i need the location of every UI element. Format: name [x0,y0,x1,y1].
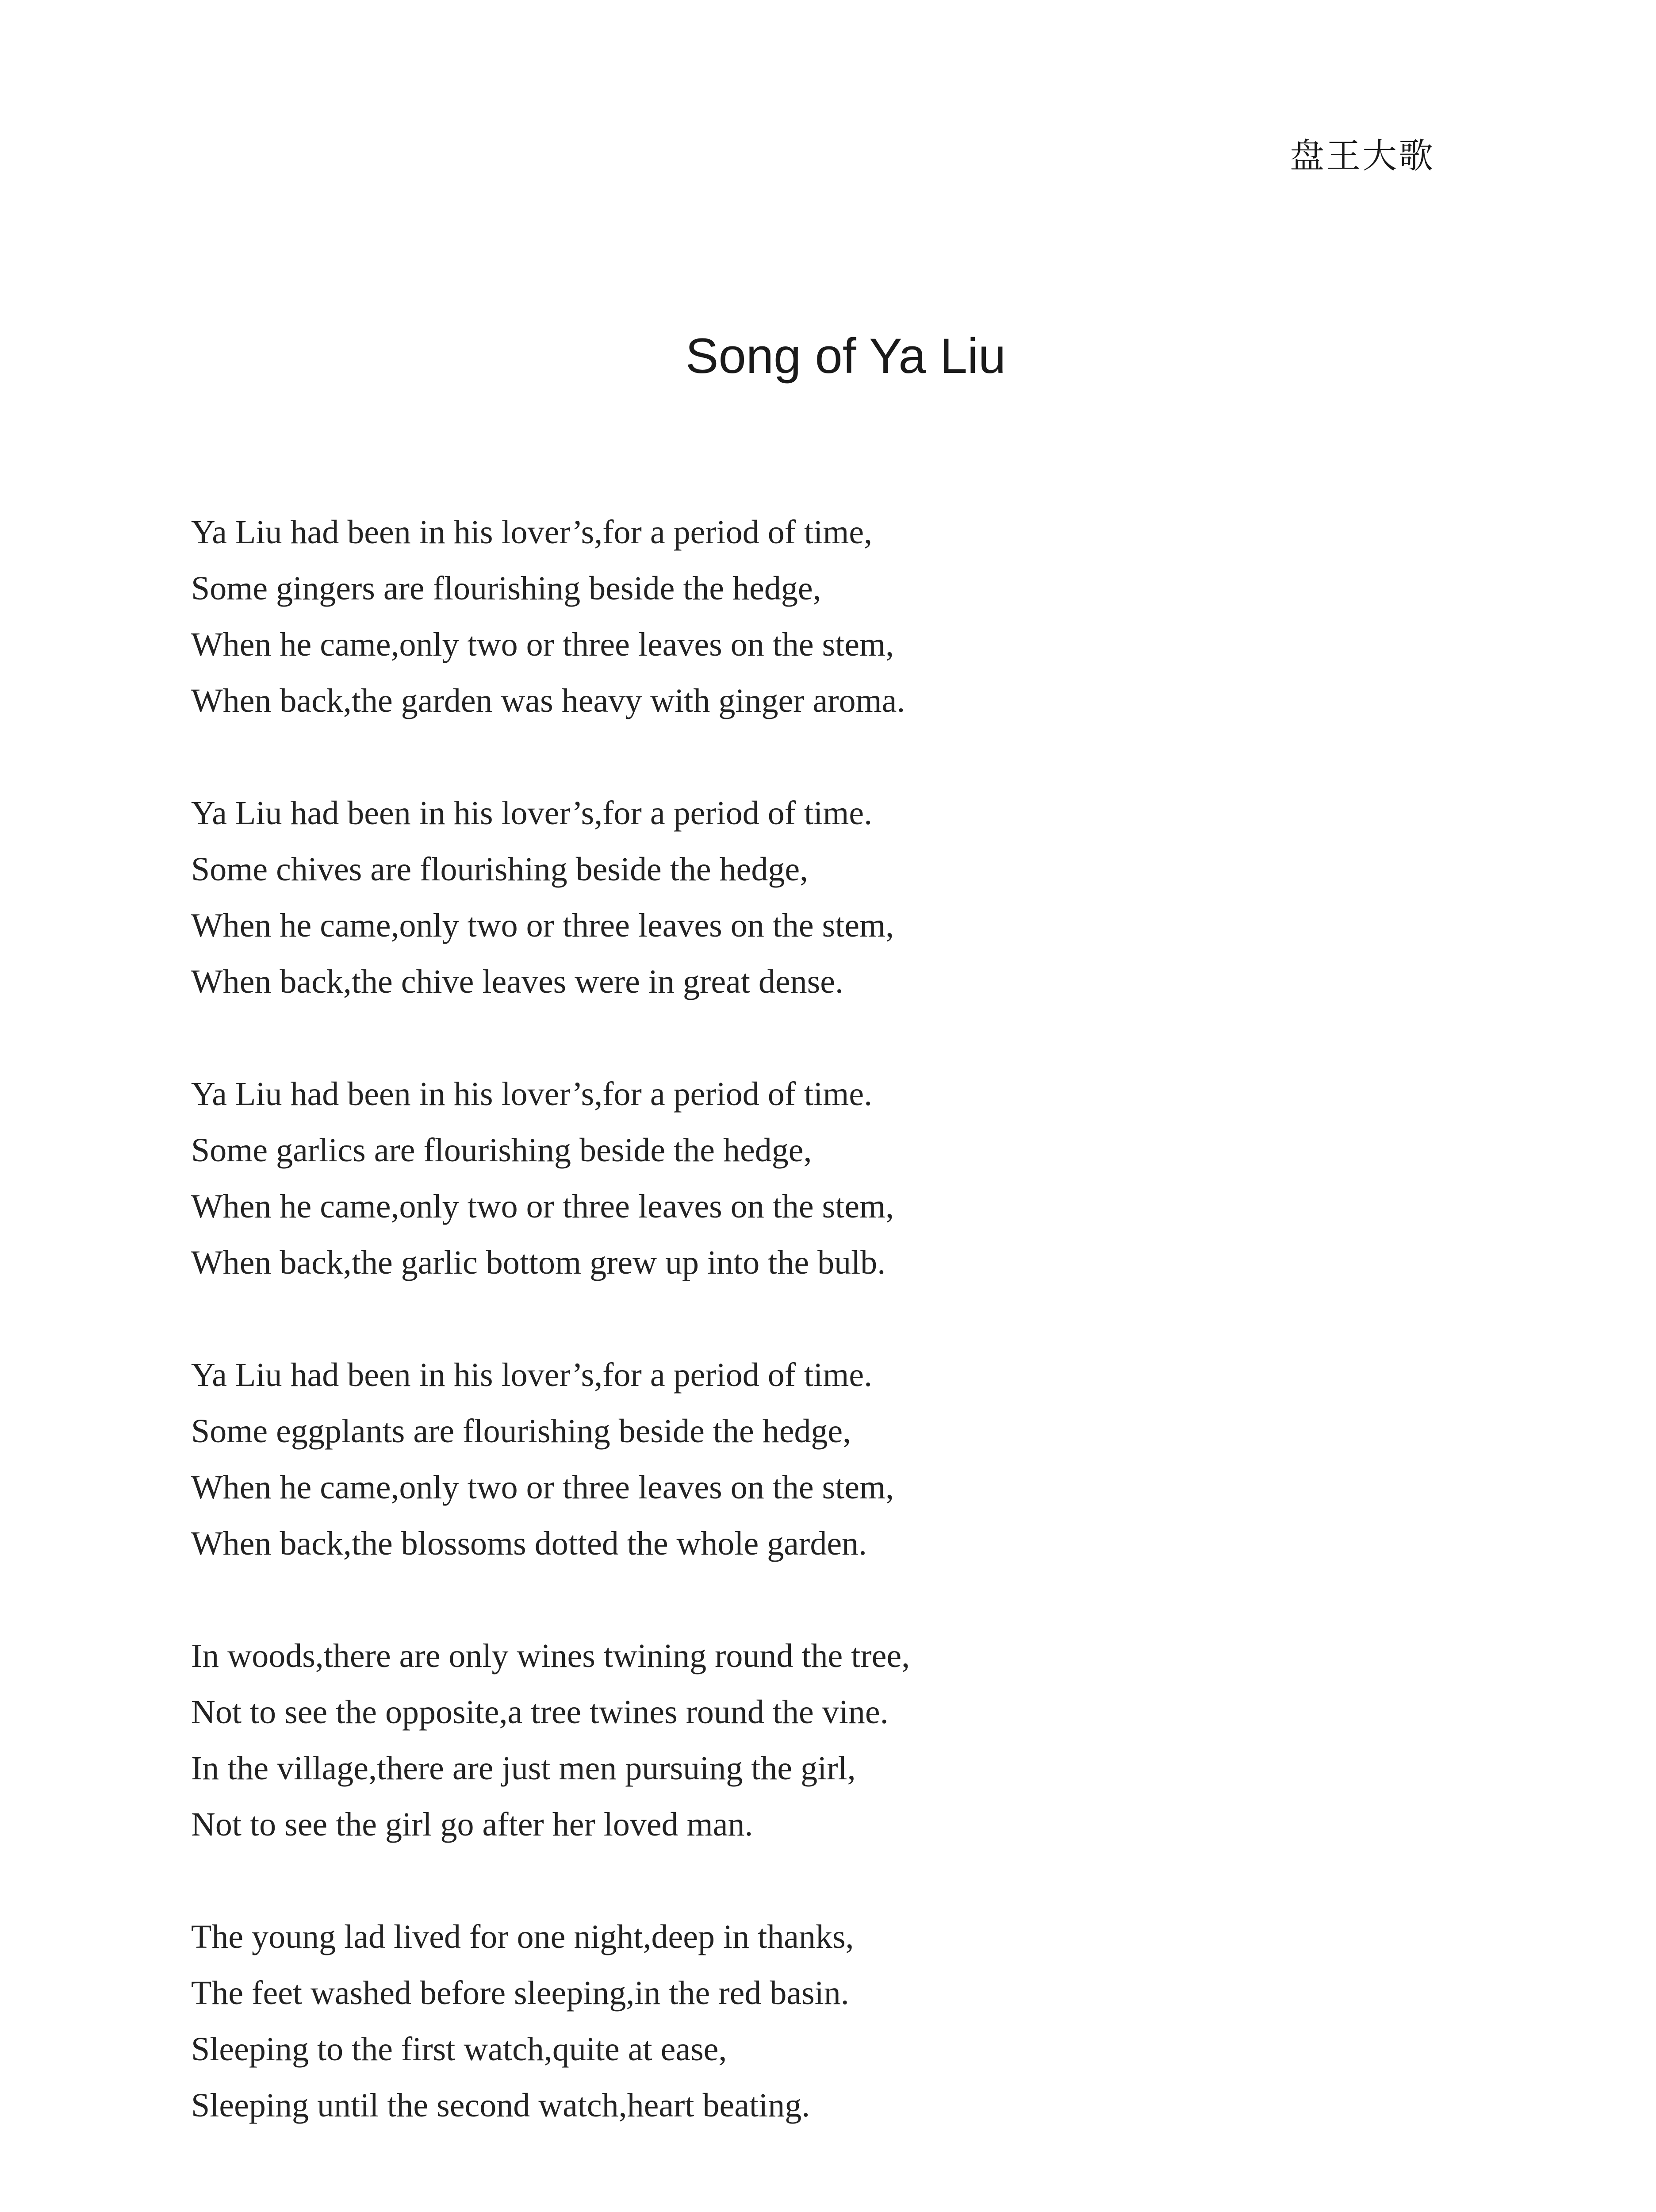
poem-line: Sleeping to the first watch,quite at ease, [191,2031,727,2068]
poem-line: The feet washed before sleeping,in the red basin. [191,1974,849,2012]
poem-line: The young lad lived for one night,deep in thanks, [191,1918,854,1955]
stanza [191,1628,1341,1853]
poem-line: Some chives are flourishing beside the hedge, [191,851,809,888]
poem-line: Ya Liu had been in his lover’s,for a period of time. [191,795,873,832]
poem-line: In the village,there are just men pursuing the girl, [191,1750,856,1787]
poem-line: When he came,only two or three leaves on the stem, [191,626,894,663]
poem-line: Sleeping until the second watch,heart beating. [191,2087,810,2124]
poem-line: When back,the chive leaves were in great dense. [191,963,843,1000]
stanza [191,1347,1341,1572]
poem-line: Ya Liu had been in his lover’s,for a period of time. [191,1356,873,1394]
poem-line: Not to see the girl go after her loved man. [191,1806,753,1843]
poem-line: In woods,there are only wines twining round the tree, [191,1637,910,1674]
stanza [191,1066,1341,1291]
poem-line: When back,the blossoms dotted the whole garden. [191,1525,867,1562]
poem-line: Ya Liu had been in his lover’s,for a period of time. [191,1075,873,1113]
poem-line: Some garlics are flourishing beside the hedge, [191,1132,812,1169]
poem-line: Not to see the opposite,a tree twines round the vine. [191,1694,889,1731]
stanza [191,504,1341,729]
poem-line: When he came,only two or three leaves on the stem, [191,1188,894,1225]
poem-title: Song of Ya Liu [685,328,1006,384]
poem-line: Some eggplants are flourishing beside the hedge, [191,1413,851,1450]
poem-line: When back,the garlic bottom grew up into the bulb. [191,1244,886,1281]
poem-body [191,504,1341,2190]
poem-line: Ya Liu had been in his lover’s,for a period of time, [191,514,873,551]
running-header: 盘王大歌 [1289,136,1435,176]
stanza [191,1909,1341,2134]
poem-line: Some gingers are flourishing beside the hedge, [191,570,821,607]
poem-line: When back,the garden was heavy with ginger aroma. [191,682,905,719]
poem-line: When he came,only two or three leaves on the stem, [191,907,894,944]
poem-line: When he came,only two or three leaves on the stem, [191,1469,894,1506]
stanza [191,785,1341,1010]
